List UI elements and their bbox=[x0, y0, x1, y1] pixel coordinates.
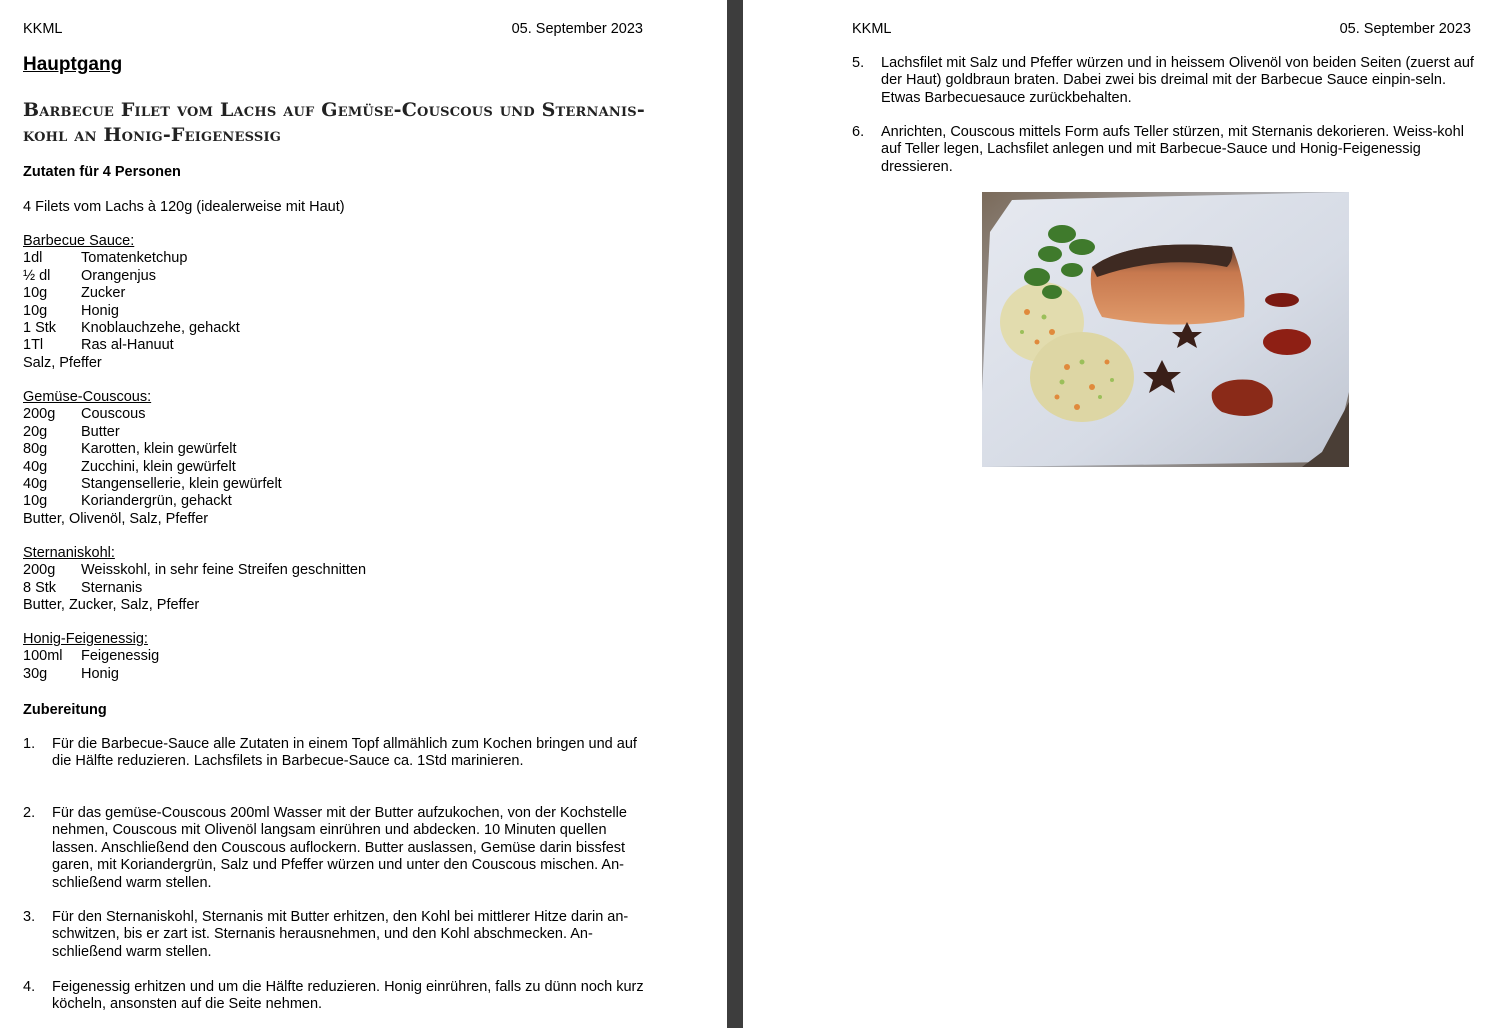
step-1 bbox=[23, 736, 653, 771]
ingredient-amount: 100ml bbox=[23, 648, 63, 665]
step-6 bbox=[852, 124, 1477, 176]
ingredient-row bbox=[23, 268, 623, 285]
ingredient-name: Zucchini, klein gewürfelt bbox=[81, 458, 236, 475]
ingredient-name: Ras al-Hanuut bbox=[81, 337, 174, 354]
step-number: 1. bbox=[23, 736, 36, 752]
ingredient-row bbox=[23, 320, 623, 337]
main-ingredient: 4 Filets vom Lachs à 120g (idealerweise mit Haut) bbox=[23, 199, 345, 215]
step-number: 3. bbox=[23, 909, 36, 925]
ingredient-amount: ½ dl bbox=[23, 267, 51, 284]
ingredient-row bbox=[23, 406, 623, 423]
ingredient-row bbox=[23, 580, 623, 597]
step-text: Anrichten, Couscous mittels Form aufs Teller stürzen, mit Sternanis dekorieren. Weiss-kohl auf Teller legen, Lachsfilet anlegen und mit Barbecue-Sauce und Honig-Feigenessig dressieren. bbox=[881, 124, 1464, 175]
ingredient-row bbox=[23, 562, 623, 579]
document-page-1 bbox=[0, 0, 727, 1028]
step-number: 2. bbox=[23, 805, 36, 821]
step-5 bbox=[852, 55, 1477, 107]
ingredient-extra: Butter, Olivenöl, Salz, Pfeffer bbox=[23, 510, 209, 527]
ingredient-name: Butter bbox=[81, 423, 120, 440]
step-number: 5. bbox=[852, 55, 865, 71]
ingredient-name: Karotten, klein gewürfelt bbox=[81, 441, 237, 458]
step-text: Für den Sternaniskohl, Sternanis mit Butter erhitzen, den Kohl bei mittlerer Hitze darin an-schwitzen, bis er zart ist. Sternanis herausnehmen, und den Kohl abschmecken. An-schließend warm stellen. bbox=[52, 909, 629, 960]
section-title: Honig-Feigenessig: bbox=[23, 631, 148, 647]
ingredient-name: Stangensellerie, klein gewürfelt bbox=[81, 476, 282, 493]
header-date: 05. September 2023 bbox=[511, 21, 643, 37]
ingredient-name: Sternanis bbox=[81, 579, 143, 596]
page-divider bbox=[727, 0, 743, 1028]
ingredient-amount: 40g bbox=[23, 476, 48, 493]
ingredient-name: Weisskohl, in sehr feine Streifen geschnitten bbox=[81, 562, 367, 579]
ingredient-row bbox=[23, 441, 623, 458]
step-4 bbox=[23, 979, 653, 1014]
step-text: Für die Barbecue-Sauce alle Zutaten in einem Topf allmählich zum Kochen bringen und auf die Hälfte reduzieren. Lachsfilets in Barbecue-Sauce ca. 1Std marinieren. bbox=[52, 736, 637, 770]
course-title: Hauptgang bbox=[23, 54, 123, 75]
step-text: Lachsfilet mit Salz und Pfeffer würzen und in heissem Olivenöl von beiden Seiten (zuerst auf der Haut) goldbraun braten. Dabei zwei bis dreimal mit der Barbecue Sauce einpin-seln. Etwas Barbecuesauce zurückbehalten. bbox=[881, 55, 1474, 106]
ingredient-section-sternaniskohl bbox=[23, 545, 623, 615]
ingredient-amount: 20g bbox=[23, 423, 48, 440]
ingredient-row bbox=[23, 648, 623, 665]
preparation-heading: Zubereitung bbox=[23, 702, 107, 718]
ingredient-amount: 1 Stk bbox=[23, 320, 57, 337]
ingredient-amount: 1dl bbox=[23, 250, 43, 267]
ingredient-row bbox=[23, 666, 623, 683]
header-left: KKML bbox=[23, 21, 63, 37]
ingredient-amount: 10g bbox=[23, 302, 48, 319]
step-2 bbox=[23, 805, 653, 892]
ingredient-row bbox=[23, 476, 623, 493]
step-number: 4. bbox=[23, 979, 36, 995]
ingredient-name: Couscous bbox=[81, 406, 146, 423]
step-number: 6. bbox=[852, 124, 865, 140]
step-3 bbox=[23, 909, 653, 961]
ingredient-row bbox=[23, 493, 623, 510]
ingredient-amount: 200g bbox=[23, 562, 56, 579]
ingredient-amount: 200g bbox=[23, 406, 56, 423]
ingredient-name: Feigenessig bbox=[81, 648, 160, 665]
section-title: Barbecue Sauce: bbox=[23, 233, 135, 249]
ingredient-name: Koriandergrün, gehackt bbox=[81, 493, 232, 510]
ingredient-amount: 8 Stk bbox=[23, 579, 57, 596]
section-title: Gemüse-Couscous: bbox=[23, 389, 152, 405]
recipe-title: Barbecue Filet vom Lachs auf Gemüse-Couscous und Sternanis-kohl an Honig-Feigenessig bbox=[23, 99, 645, 146]
ingredient-row bbox=[23, 459, 623, 476]
ingredient-amount: 40g bbox=[23, 458, 48, 475]
ingredient-name: Zucker bbox=[81, 285, 126, 302]
ingredient-row bbox=[23, 303, 623, 320]
ingredient-amount: 1Tl bbox=[23, 337, 44, 354]
ingredient-amount: 10g bbox=[23, 285, 48, 302]
header-date: 05. September 2023 bbox=[1339, 21, 1471, 37]
ingredient-row bbox=[23, 285, 623, 302]
ingredient-name: Honig bbox=[81, 665, 119, 682]
dish-photo bbox=[982, 192, 1349, 467]
ingredient-row bbox=[23, 424, 623, 441]
ingredient-row bbox=[23, 337, 623, 354]
ingredient-row bbox=[23, 250, 623, 267]
ingredient-amount: 30g bbox=[23, 665, 48, 682]
ingredient-section-couscous bbox=[23, 389, 623, 528]
ingredient-extra: Butter, Zucker, Salz, Pfeffer bbox=[23, 597, 200, 614]
ingredient-amount: 10g bbox=[23, 493, 48, 510]
servings-heading: Zutaten für 4 Personen bbox=[23, 164, 181, 180]
ingredient-section-honig-feigenessig bbox=[23, 631, 623, 683]
step-text: Feigenessig erhitzen und um die Hälfte reduzieren. Honig einrühren, falls zu dünn noch kurz köcheln, ansonsten auf die Seite nehmen. bbox=[52, 979, 644, 1013]
ingredient-section-barbecue-sauce bbox=[23, 233, 623, 372]
ingredient-extra: Salz, Pfeffer bbox=[23, 354, 102, 371]
step-text: Für das gemüse-Couscous 200ml Wasser mit der Butter aufzukochen, von der Kochstelle nehmen, Couscous mit Olivenöl langsam einrühren und abdecken. 10 Minuten quellen lassen. Anschließend den Couscous auflockern. Butter auslassen, Gemüse darin bissfest garen, mit Koriandergrün, Salz und Pfeffer würzen und unter den Couscous mischen. An-schließend warm stellen. bbox=[52, 805, 627, 891]
ingredient-name: Honig bbox=[81, 302, 119, 319]
ingredient-name: Tomatenketchup bbox=[81, 250, 188, 267]
ingredient-name: Knoblauchzehe, gehackt bbox=[81, 320, 240, 337]
header-left: KKML bbox=[852, 21, 892, 37]
section-title: Sternaniskohl: bbox=[23, 545, 115, 561]
document-page-2 bbox=[743, 0, 1500, 1028]
ingredient-amount: 80g bbox=[23, 441, 48, 458]
ingredient-name: Orangenjus bbox=[81, 267, 156, 284]
